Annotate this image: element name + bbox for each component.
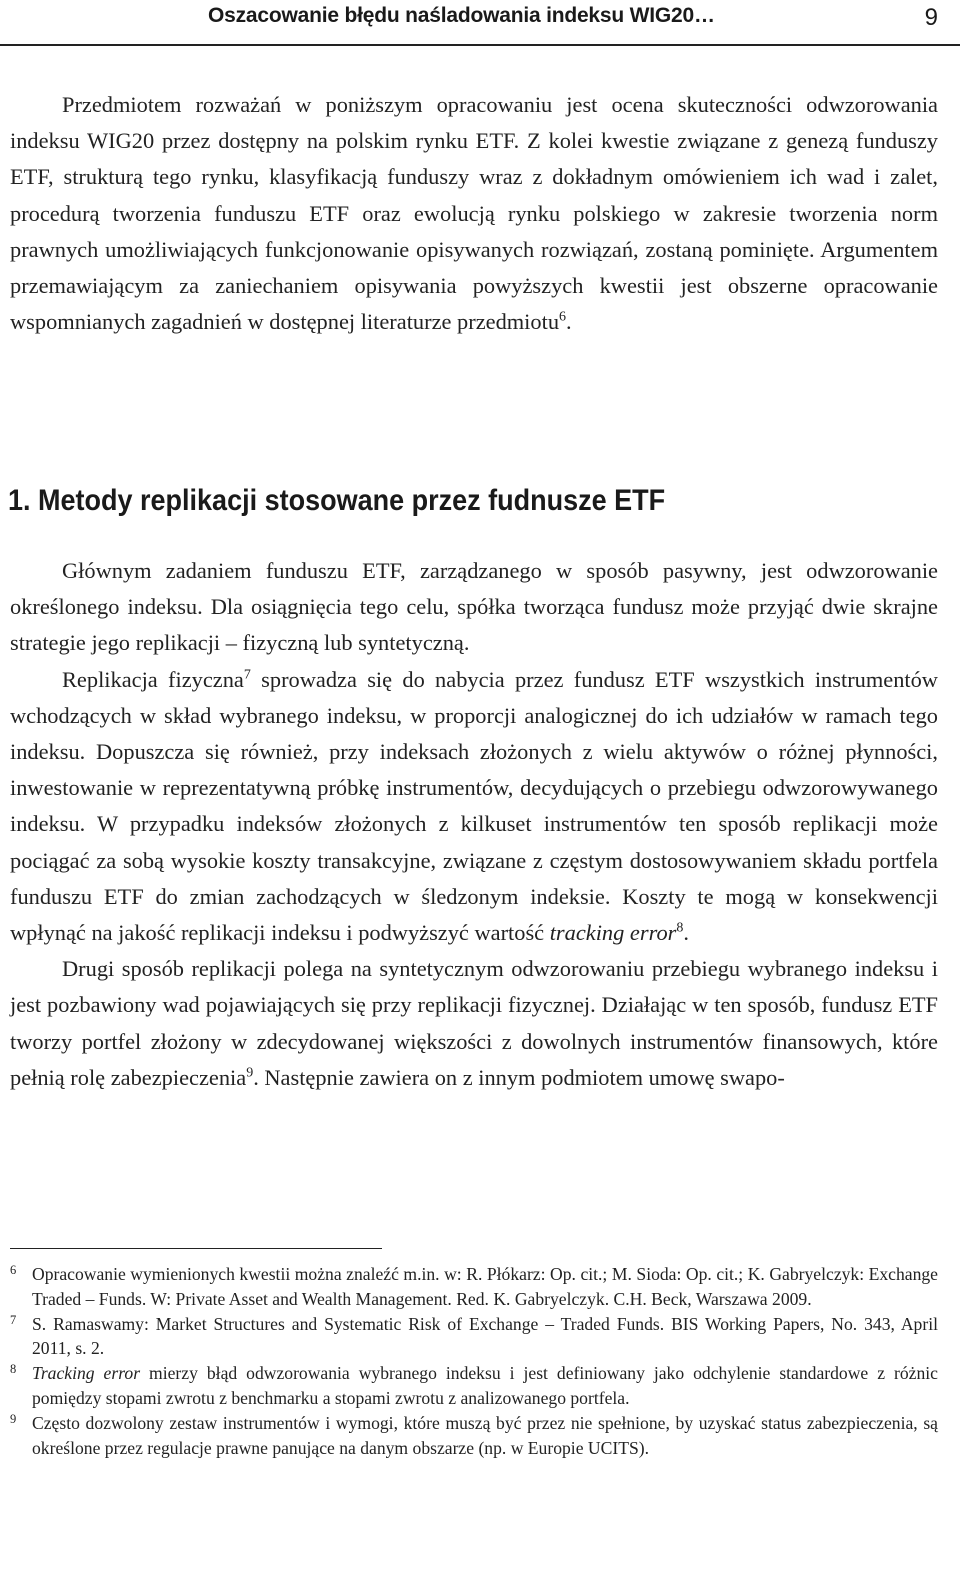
footnote-7 <box>10 1312 938 1362</box>
intro-block <box>10 87 938 340</box>
intro-end: . <box>566 309 572 335</box>
p3-end: . Następnie zawiera on z innym podmiotem umowę swapo- <box>253 1064 785 1090</box>
intro-paragraph <box>10 87 938 340</box>
p2-end: . <box>683 920 689 946</box>
running-title: Oszacowanie błędu naśladowania indeksu WIG20… <box>208 4 715 27</box>
footnotes <box>10 1262 938 1460</box>
intro-text: Przedmiotem rozważań w poniższym opracowaniu jest ocena skuteczności odwzorowania indeksu WIG20 przez dostępny na polskim rynku ETF. Z kolei kwestie związane z genezą funduszy ETF, strukturą tego rynku, klasyfikacją funduszy wraz z dokładnym omówieniem ich wad i zalet, procedurą tworzenia funduszu ETF oraz ewolucją rynku polskiego w zakresie tworzenia norm prawnych umożliwiających funkcjonowanie opisywanych rozwiązań, zostaną pominięte. Argumentem przemawiającym za zaniechaniem opisywania powyższych kwestii jest obszerne opracowanie wspomnianych zagadnień w dostępnej literaturze przedmiotu <box>10 92 938 335</box>
p2-start: Replikacja fizyczna <box>62 666 244 692</box>
footnote-6 <box>10 1262 938 1312</box>
paragraph-1: Głównym zadaniem funduszu ETF, zarządzanego w sposób pasywny, jest odwzorowanie określonego indeksu. Dla osiągnięcia tego celu, spółka tworząca fundusz może przyjąć dwie skrajne strategie jego replikacji – fizyczną lub syntetyczną. <box>10 558 938 656</box>
footnote-text: Często dozwolony zestaw instrumentów i wymogi, które muszą być przez nie spełnione, by uzyskać status zabezpieczenia, są określone przez regulacje prawne panujące na danym obszarze (np. w Europie UCITS). <box>32 1412 938 1458</box>
footnote-ref-8[interactable]: 8 <box>676 920 684 936</box>
footnote-number: 9 <box>10 1411 17 1426</box>
footnote-9 <box>10 1411 938 1461</box>
footnote-text: Opracowanie wymienionych kwestii można znaleźć m.in. w: R. Płókarz: Op. cit.; M. Sioda: Op. cit.; K. Gabryelczyk: Exchange Traded – Funds. W: Private Asset and Wealth Management. Red. K. Gabryelczyk. C.H. Beck, Warszawa 2009. <box>32 1264 938 1309</box>
footnote-ref-9[interactable]: 9 <box>246 1065 254 1081</box>
footnote-italic-term: Tracking error <box>32 1363 141 1384</box>
footnote-ref-6[interactable]: 6 <box>559 309 567 325</box>
paragraph-2 <box>10 662 938 952</box>
paragraph-3 <box>10 951 938 1096</box>
footnote-text: mierzy błąd odwzorowania wybranego indeksu i jest definiowany jako odchylenie standardowe z różnic pomiędzy stopami zwrotu z benchmarku a stopami zwrotu z analizowanego portfela. <box>32 1363 938 1408</box>
page-number: 9 <box>924 4 938 31</box>
footnote-text: S. Ramaswamy: Market Structures and Systematic Risk of Exchange – Traded Funds. BIS Working Papers, No. 343, April 2011, s. 2. <box>32 1313 938 1359</box>
section-heading: 1. Metody replikacji stosowane przez fudnusze ETF <box>8 484 666 517</box>
page-header <box>0 0 960 46</box>
footnote-separator <box>10 1248 382 1249</box>
p2-italic-term: tracking error <box>549 920 677 946</box>
footnote-number: 8 <box>10 1362 17 1377</box>
footnote-8 <box>10 1361 938 1411</box>
p3-start: Drugi sposób replikacji polega na syntetycznym odwzorowaniu przebiegu wybranego indeksu i jest pozbawiony wad pojawiających się przy replikacji fizycznej. Działając w ten sposób, fundusz ETF tworzy portfel złożony w zdecydowanej większości z dowolnych instrumentów finansowych, które pełnią rolę zabezpieczenia <box>10 956 938 1090</box>
footnote-ref-7[interactable]: 7 <box>243 667 251 683</box>
footnote-number: 6 <box>10 1263 17 1277</box>
section-body <box>10 553 938 1096</box>
footnote-number: 7 <box>10 1312 17 1327</box>
p2-body: sprowadza się do nabycia przez fundusz ETF wszystkich instrumentów wchodzących w skład wybranego indeksu, w proporcji analogicznej do ich udziałów w ramach tego indeksu. Dopuszcza się również, przy indeksach złożonych z wielu aktywów o różnej płynności, inwestowanie w reprezentatywną próbkę instrumentów, decydujących o przebiegu odwzorowywanego indeksu. W przypadku indeksów złożonych z kilkuset instrumentów ten sposób replikacji może pociągać za sobą wysokie koszty transakcyjne, związane z częstym dostosowywaniem składu portfela funduszu ETF do zmian zachodzących w śledzonym indeksie. Koszty te mogą w konsekwencji wpłynąć na jakość replikacji indeksu i podwyższyć wartość <box>10 666 938 946</box>
